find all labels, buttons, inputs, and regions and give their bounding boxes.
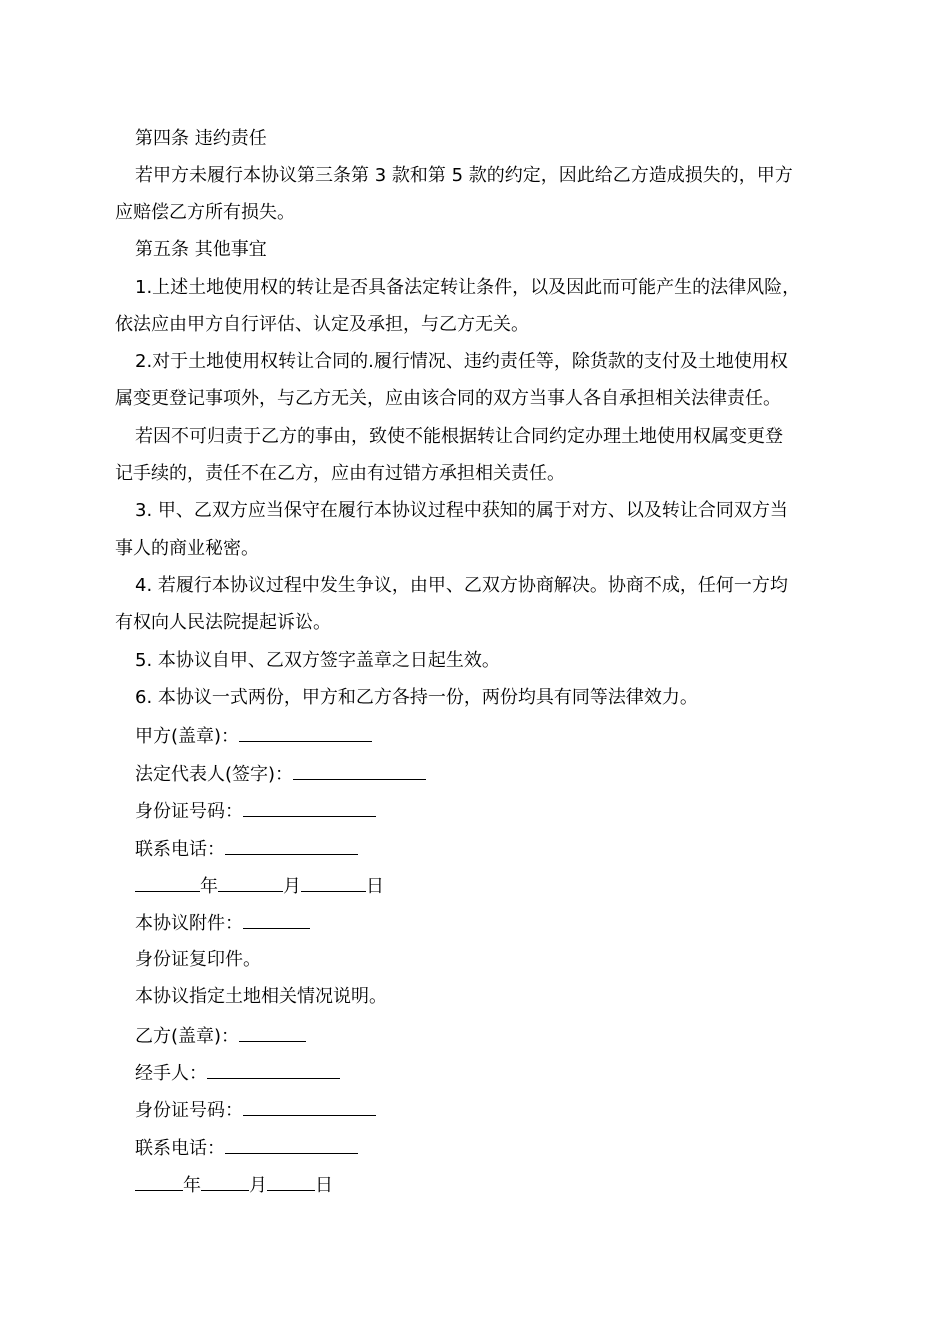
party-b-year-label: 年 [183, 1175, 201, 1196]
party-b-seal-row [0, 1023, 950, 1047]
item-5: 5. 本协议自甲、乙双方签字盖章之日起生效。 [135, 650, 500, 671]
party-a-id-label: 身份证号码： [135, 801, 243, 822]
party-b-phone-blank[interactable] [225, 1135, 358, 1154]
item-2-line-4: 记手续的，责任不在乙方，应由有过错方承担相关责任。 [115, 463, 565, 484]
item-1-line-1: 1.上述土地使用权的转让是否具备法定转让条件，以及因此而可能产生的法律风险， [135, 277, 801, 298]
party-a-date-row [0, 873, 950, 897]
party-a-day-blank[interactable] [301, 873, 366, 892]
item-4-line-1: 4. 若履行本协议过程中发生争议，由甲、乙双方协商解决。协商不成，任何一方均 [135, 575, 788, 596]
party-b-year-blank[interactable] [135, 1172, 183, 1191]
party-b-id-row [0, 1097, 950, 1121]
party-b-phone-label: 联系电话： [135, 1138, 225, 1159]
party-b-handler-blank[interactable] [207, 1060, 340, 1079]
party-b-handler-row [0, 1060, 950, 1084]
party-a-id-row [0, 798, 950, 822]
article-4-text-line-2: 应赔偿乙方所有损失。 [115, 202, 295, 223]
party-b-seal-label: 乙方(盖章)： [135, 1026, 240, 1047]
article-4-text-line-1: 若甲方未履行本协议第三条第 3 款和第 5 款的约定，因此给乙方造成损失的，甲方 [135, 165, 793, 186]
item-2-line-1: 2.对于土地使用权转让合同的.履行情况、违约责任等，除货款的支付及土地使用权 [135, 351, 788, 372]
party-a-year-label: 年 [200, 876, 218, 897]
item-3-line-1: 3. 甲、乙双方应当保守在履行本协议过程中获知的属于对方、以及转让合同双方当 [135, 500, 788, 521]
attachment-2: 本协议指定土地相关情况说明。 [135, 986, 387, 1007]
party-a-phone-blank[interactable] [225, 836, 358, 855]
party-b-day-blank[interactable] [267, 1172, 315, 1191]
party-a-rep-label: 法定代表人(签字)： [135, 764, 294, 785]
party-a-seal-label: 甲方(盖章)： [135, 726, 240, 747]
party-a-day-label: 日 [366, 876, 384, 897]
party-b-handler-label: 经手人： [135, 1063, 207, 1084]
attachment-1: 身份证复印件。 [135, 949, 261, 970]
party-a-phone-row [0, 836, 950, 860]
party-b-id-label: 身份证号码： [135, 1100, 243, 1121]
party-b-month-label: 月 [249, 1175, 267, 1196]
item-4-line-2: 有权向人民法院提起诉讼。 [115, 612, 331, 633]
attachments-row [0, 910, 950, 934]
party-a-rep-row [0, 761, 950, 785]
article-5-title: 第五条 其他事宜 [135, 239, 267, 260]
item-2-line-2: 属变更登记事项外，与乙方无关，应由该合同的双方当事人各自承担相关法律责任。 [115, 388, 781, 409]
party-b-day-label: 日 [315, 1175, 333, 1196]
item-3-line-2: 事人的商业秘密。 [115, 538, 259, 559]
party-a-month-blank[interactable] [218, 873, 283, 892]
party-b-id-blank[interactable] [243, 1097, 376, 1116]
item-6: 6. 本协议一式两份，甲方和乙方各持一份，两份均具有同等法律效力。 [135, 687, 698, 708]
party-a-id-blank[interactable] [243, 798, 376, 817]
party-b-phone-row [0, 1135, 950, 1159]
attachments-blank[interactable] [243, 910, 310, 929]
item-1-line-2: 依法应由甲方自行评估、认定及承担，与乙方无关。 [115, 314, 529, 335]
party-a-phone-label: 联系电话： [135, 839, 225, 860]
attachments-label: 本协议附件： [135, 913, 243, 934]
party-a-seal-blank[interactable] [239, 723, 372, 742]
item-2-line-3: 若因不可归责于乙方的事由，致使不能根据转让合同约定办理土地使用权属变更登 [135, 426, 783, 447]
party-b-month-blank[interactable] [201, 1172, 249, 1191]
party-a-year-blank[interactable] [135, 873, 200, 892]
party-b-date-row [0, 1172, 950, 1196]
article-4-title: 第四条 违约责任 [135, 128, 267, 149]
party-a-seal-row [0, 723, 950, 747]
party-a-month-label: 月 [283, 876, 301, 897]
party-b-seal-blank[interactable] [239, 1023, 306, 1042]
party-a-rep-blank[interactable] [293, 761, 426, 780]
